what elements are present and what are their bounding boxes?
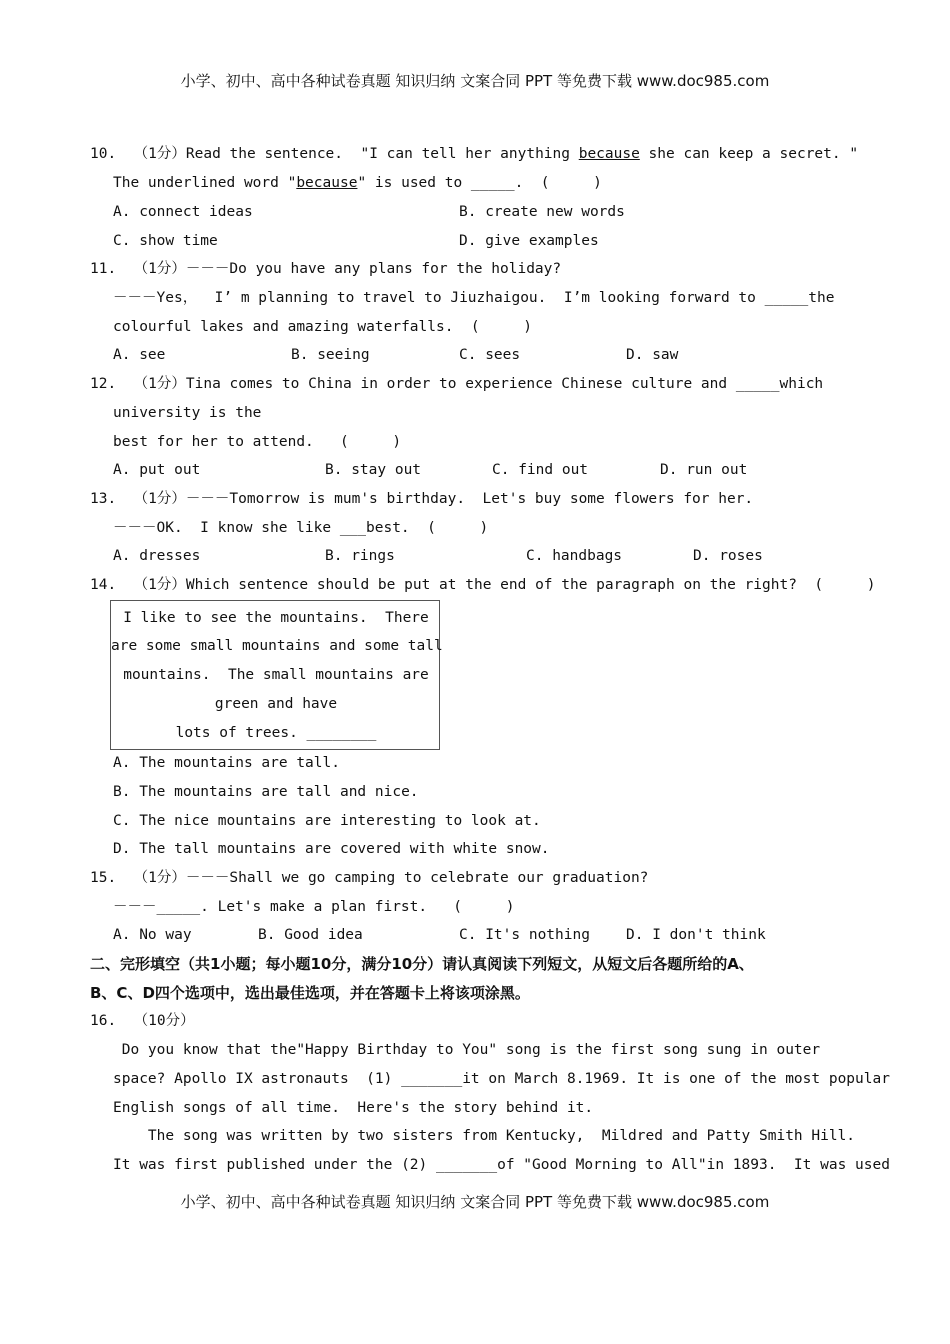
paragraph-line: are some small mountains and some tall (111, 638, 443, 654)
question-16-label: 16. （10分） (90, 1013, 195, 1029)
q10-option-c[interactable]: C. show time (113, 233, 218, 249)
question-13-line2: －－－OK. I know she like ___best. ( ) (113, 520, 489, 536)
q13-option-a[interactable]: A. dresses (113, 548, 201, 564)
question-11-line2: －－－Yes， I’ m planning to travel to Jiuzhaigou. I’m looking forward to _____the (113, 290, 835, 306)
paragraph-line: I like to see the mountains. There (123, 610, 429, 626)
paragraph-box (110, 600, 443, 750)
q11-option-d[interactable]: D. saw (626, 347, 679, 363)
q15-option-c[interactable]: C. It's nothing (459, 927, 590, 943)
question-15-stem: 15. （1分）－－－Shall we go camping to celebrate our graduation? (90, 870, 649, 886)
q12-option-d[interactable]: D. run out (660, 462, 748, 478)
q13-option-c[interactable]: C. handbags (526, 548, 623, 564)
question-10-prompt: The underlined word "because" is used to _____. ( ) (113, 175, 602, 191)
q11-option-c[interactable]: C. sees (459, 347, 521, 363)
q12-option-c[interactable]: C. find out (492, 462, 589, 478)
q12-option-a[interactable]: A. put out (113, 462, 201, 478)
underlined-word: because (296, 175, 358, 191)
question-12-stem: 12. （1分）Tina comes to China in order to experience Chinese culture and _____which (90, 376, 824, 392)
passage-line: space? Apollo IX astronauts (1) _______it on March 8.1969. It is one of the most popular (113, 1071, 890, 1087)
page-header: 小学、初中、高中各种试卷真题 知识归纳 文案合同 PPT 等免费下载 www.doc985.com (180, 72, 770, 90)
page-footer: 小学、初中、高中各种试卷真题 知识归纳 文案合同 PPT 等免费下载 www.doc985.com (180, 1193, 770, 1211)
q14-option-c[interactable]: C. The nice mountains are interesting to look at. (113, 813, 541, 829)
q14-option-a[interactable]: A. The mountains are tall. (113, 755, 340, 771)
q10-option-b[interactable]: B. create new words (459, 204, 625, 220)
question-12-line2: university is the (113, 405, 262, 421)
q10-option-a[interactable]: A. connect ideas (113, 204, 253, 220)
paragraph-line: lots of trees. ________ (175, 725, 377, 741)
passage-line: The song was written by two sisters from Kentucky, Mildred and Patty Smith Hill. (113, 1128, 856, 1144)
question-14-stem: 14. （1分）Which sentence should be put at the end of the paragraph on the right? ( ) (90, 577, 876, 593)
passage-line: It was first published under the (2) _______of "Good Morning to All"in 1893. It was used (113, 1157, 890, 1173)
section-2-heading: 二、完形填空（共1小题；每小题10分，满分10分）请认真阅读下列短文，从短文后各题所给的A、 (90, 955, 754, 973)
question-12-line3: best for her to attend. ( ) (113, 434, 402, 450)
q12-option-b[interactable]: B. stay out (325, 462, 422, 478)
paragraph-line: green and have (214, 696, 338, 712)
paragraph-line: mountains. The small mountains are (123, 667, 429, 683)
section-2-instructions: B、C、D四个选项中，选出最佳选项，并在答题卡上将该项涂黑。 (90, 984, 530, 1002)
question-11-stem: 11. （1分）－－－Do you have any plans for the holiday? (90, 261, 562, 277)
q15-option-b[interactable]: B. Good idea (258, 927, 363, 943)
underlined-word: because (578, 146, 640, 162)
q15-option-a[interactable]: A. No way (113, 927, 192, 943)
question-15-line2: －－－_____. Let's make a plan first. ( ) (113, 899, 515, 915)
passage-line: Do you know that the"Happy Birthday to You" song is the first song sung in outer (113, 1042, 821, 1058)
question-13-stem: 13. （1分）－－－Tomorrow is mum's birthday. Let's buy some flowers for her. (90, 491, 754, 507)
q11-option-a[interactable]: A. see (113, 347, 166, 363)
q10-option-d[interactable]: D. give examples (459, 233, 599, 249)
q14-option-d[interactable]: D. The tall mountains are covered with white snow. (113, 841, 550, 857)
passage-line: English songs of all time. Here's the story behind it. (113, 1100, 594, 1116)
question-11-line3: colourful lakes and amazing waterfalls. ( ) (113, 319, 533, 335)
question-10-stem: 10. （1分）Read the sentence. "I can tell her anything because she can keep a secret. " (90, 146, 859, 162)
q13-option-b[interactable]: B. rings (325, 548, 395, 564)
q13-option-d[interactable]: D. roses (693, 548, 763, 564)
q14-option-b[interactable]: B. The mountains are tall and nice. (113, 784, 419, 800)
q15-option-d[interactable]: D. I don't think (626, 927, 766, 943)
q11-option-b[interactable]: B. seeing (291, 347, 370, 363)
